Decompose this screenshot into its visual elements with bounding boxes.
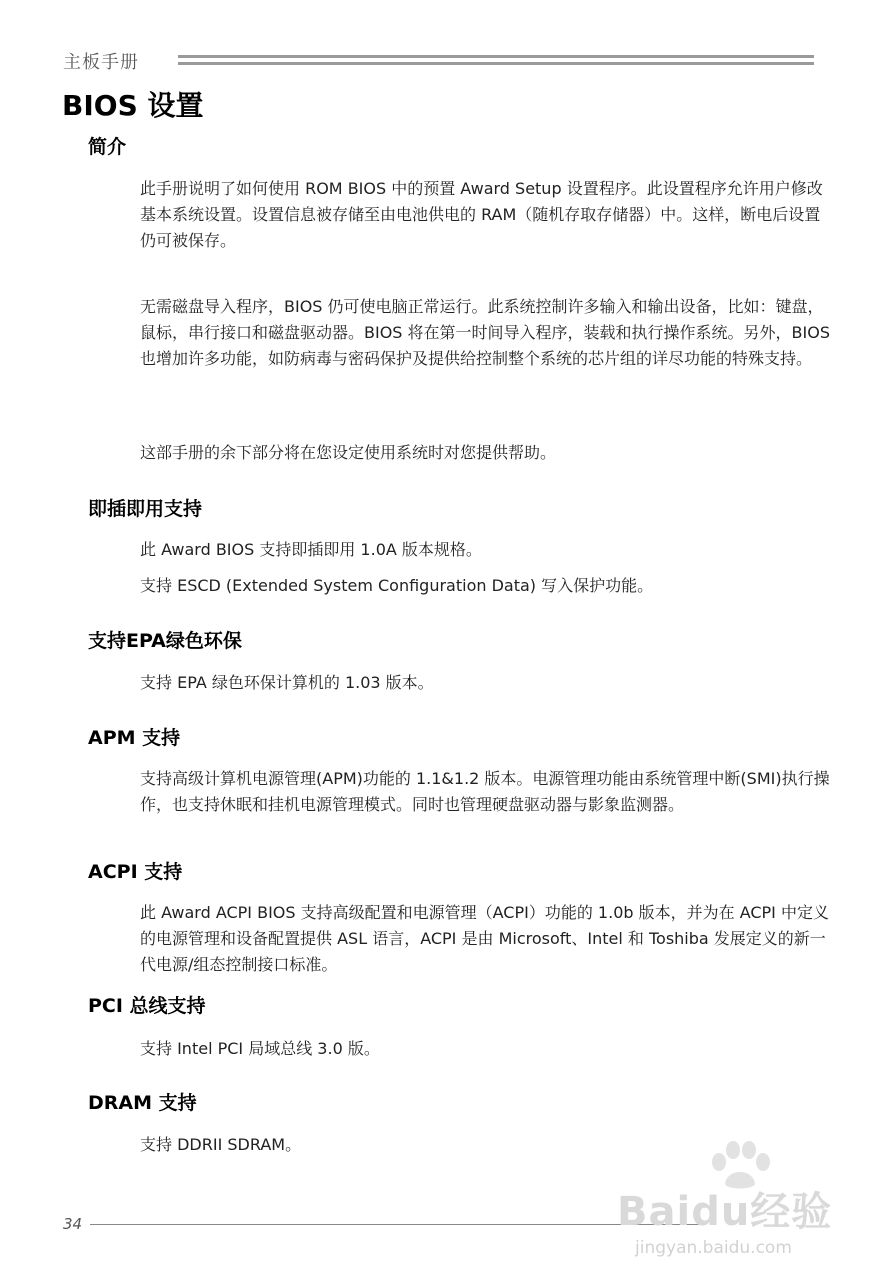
pci-paragraph: 支持 Intel PCI 局域总线 3.0 版。	[140, 1039, 380, 1058]
section-heading-epa: 支持EPA绿色环保	[88, 630, 242, 652]
section-heading-dram: DRAM 支持	[88, 1092, 197, 1114]
header-rule	[178, 55, 814, 65]
apm-paragraph: 支持高级计算机电源管理(APM)功能的 1.1&1.2 版本。电源管理功能由系统管理中断(SMI)执行操作，也支持休眠和挂机电源管理模式。同时也管理硬盘驱动器与影象监测器。	[140, 769, 830, 814]
dram-paragraph: 支持 DDRII SDRAM。	[140, 1135, 302, 1154]
header-label: 主板手册	[63, 52, 139, 73]
watermark-url: jingyan.baidu.com	[635, 1238, 792, 1258]
pnp-paragraph-1: 此 Award BIOS 支持即插即用 1.0A 版本规格。	[140, 540, 482, 559]
intro-paragraph-2: 无需磁盘导入程序，BIOS 仍可使电脑正常运行。此系统控制许多输入和输出设备，比如：键盘，鼠标，串行接口和磁盘驱动器。BIOS 将在第一时间导入程序，装载和执行操作系统。另外，BIOS 也增加许多功能，如防病毒与密码保护及提供给控制整个系统的芯片组的详尽功能的特殊支持。	[140, 297, 830, 368]
pnp-paragraph-2: 支持 ESCD (Extended System Configuration Data) 写入保护功能。	[140, 576, 654, 595]
intro-paragraph-3: 这部手册的余下部分将在您设定使用系统时对您提供帮助。	[140, 443, 557, 462]
section-heading-apm: APM 支持	[88, 727, 181, 749]
epa-paragraph: 支持 EPA 绿色环保计算机的 1.03 版本。	[140, 673, 434, 692]
watermark-brand: Baidu经验	[617, 1189, 833, 1235]
section-heading-pci: PCI 总线支持	[88, 995, 206, 1017]
section-heading-pnp: 即插即用支持	[88, 498, 203, 520]
section-heading-intro: 简介	[88, 136, 127, 158]
section-heading-acpi: ACPI 支持	[88, 861, 183, 883]
watermark	[605, 1140, 835, 1275]
acpi-paragraph: 此 Award ACPI BIOS 支持高级配置和电源管理（ACPI）功能的 1.0b 版本，并为在 ACPI 中定义的电源管理和设备配置提供 ASL 语言，ACPI 是由 Microsoft、Intel 和 Toshiba 发展定义的新一代电源/组态控制接口标准。	[140, 903, 829, 974]
page-title: BIOS 设置	[62, 89, 204, 122]
intro-paragraph-1: 此手册说明了如何使用 ROM BIOS 中的预置 Award Setup 设置程序。此设置程序允许用户修改基本系统设置。设置信息被存储至由电池供电的 RAM（随机存取存储器）中。这样，断电后设置仍可被保存。	[140, 179, 823, 250]
page-number: 34	[63, 1215, 83, 1233]
